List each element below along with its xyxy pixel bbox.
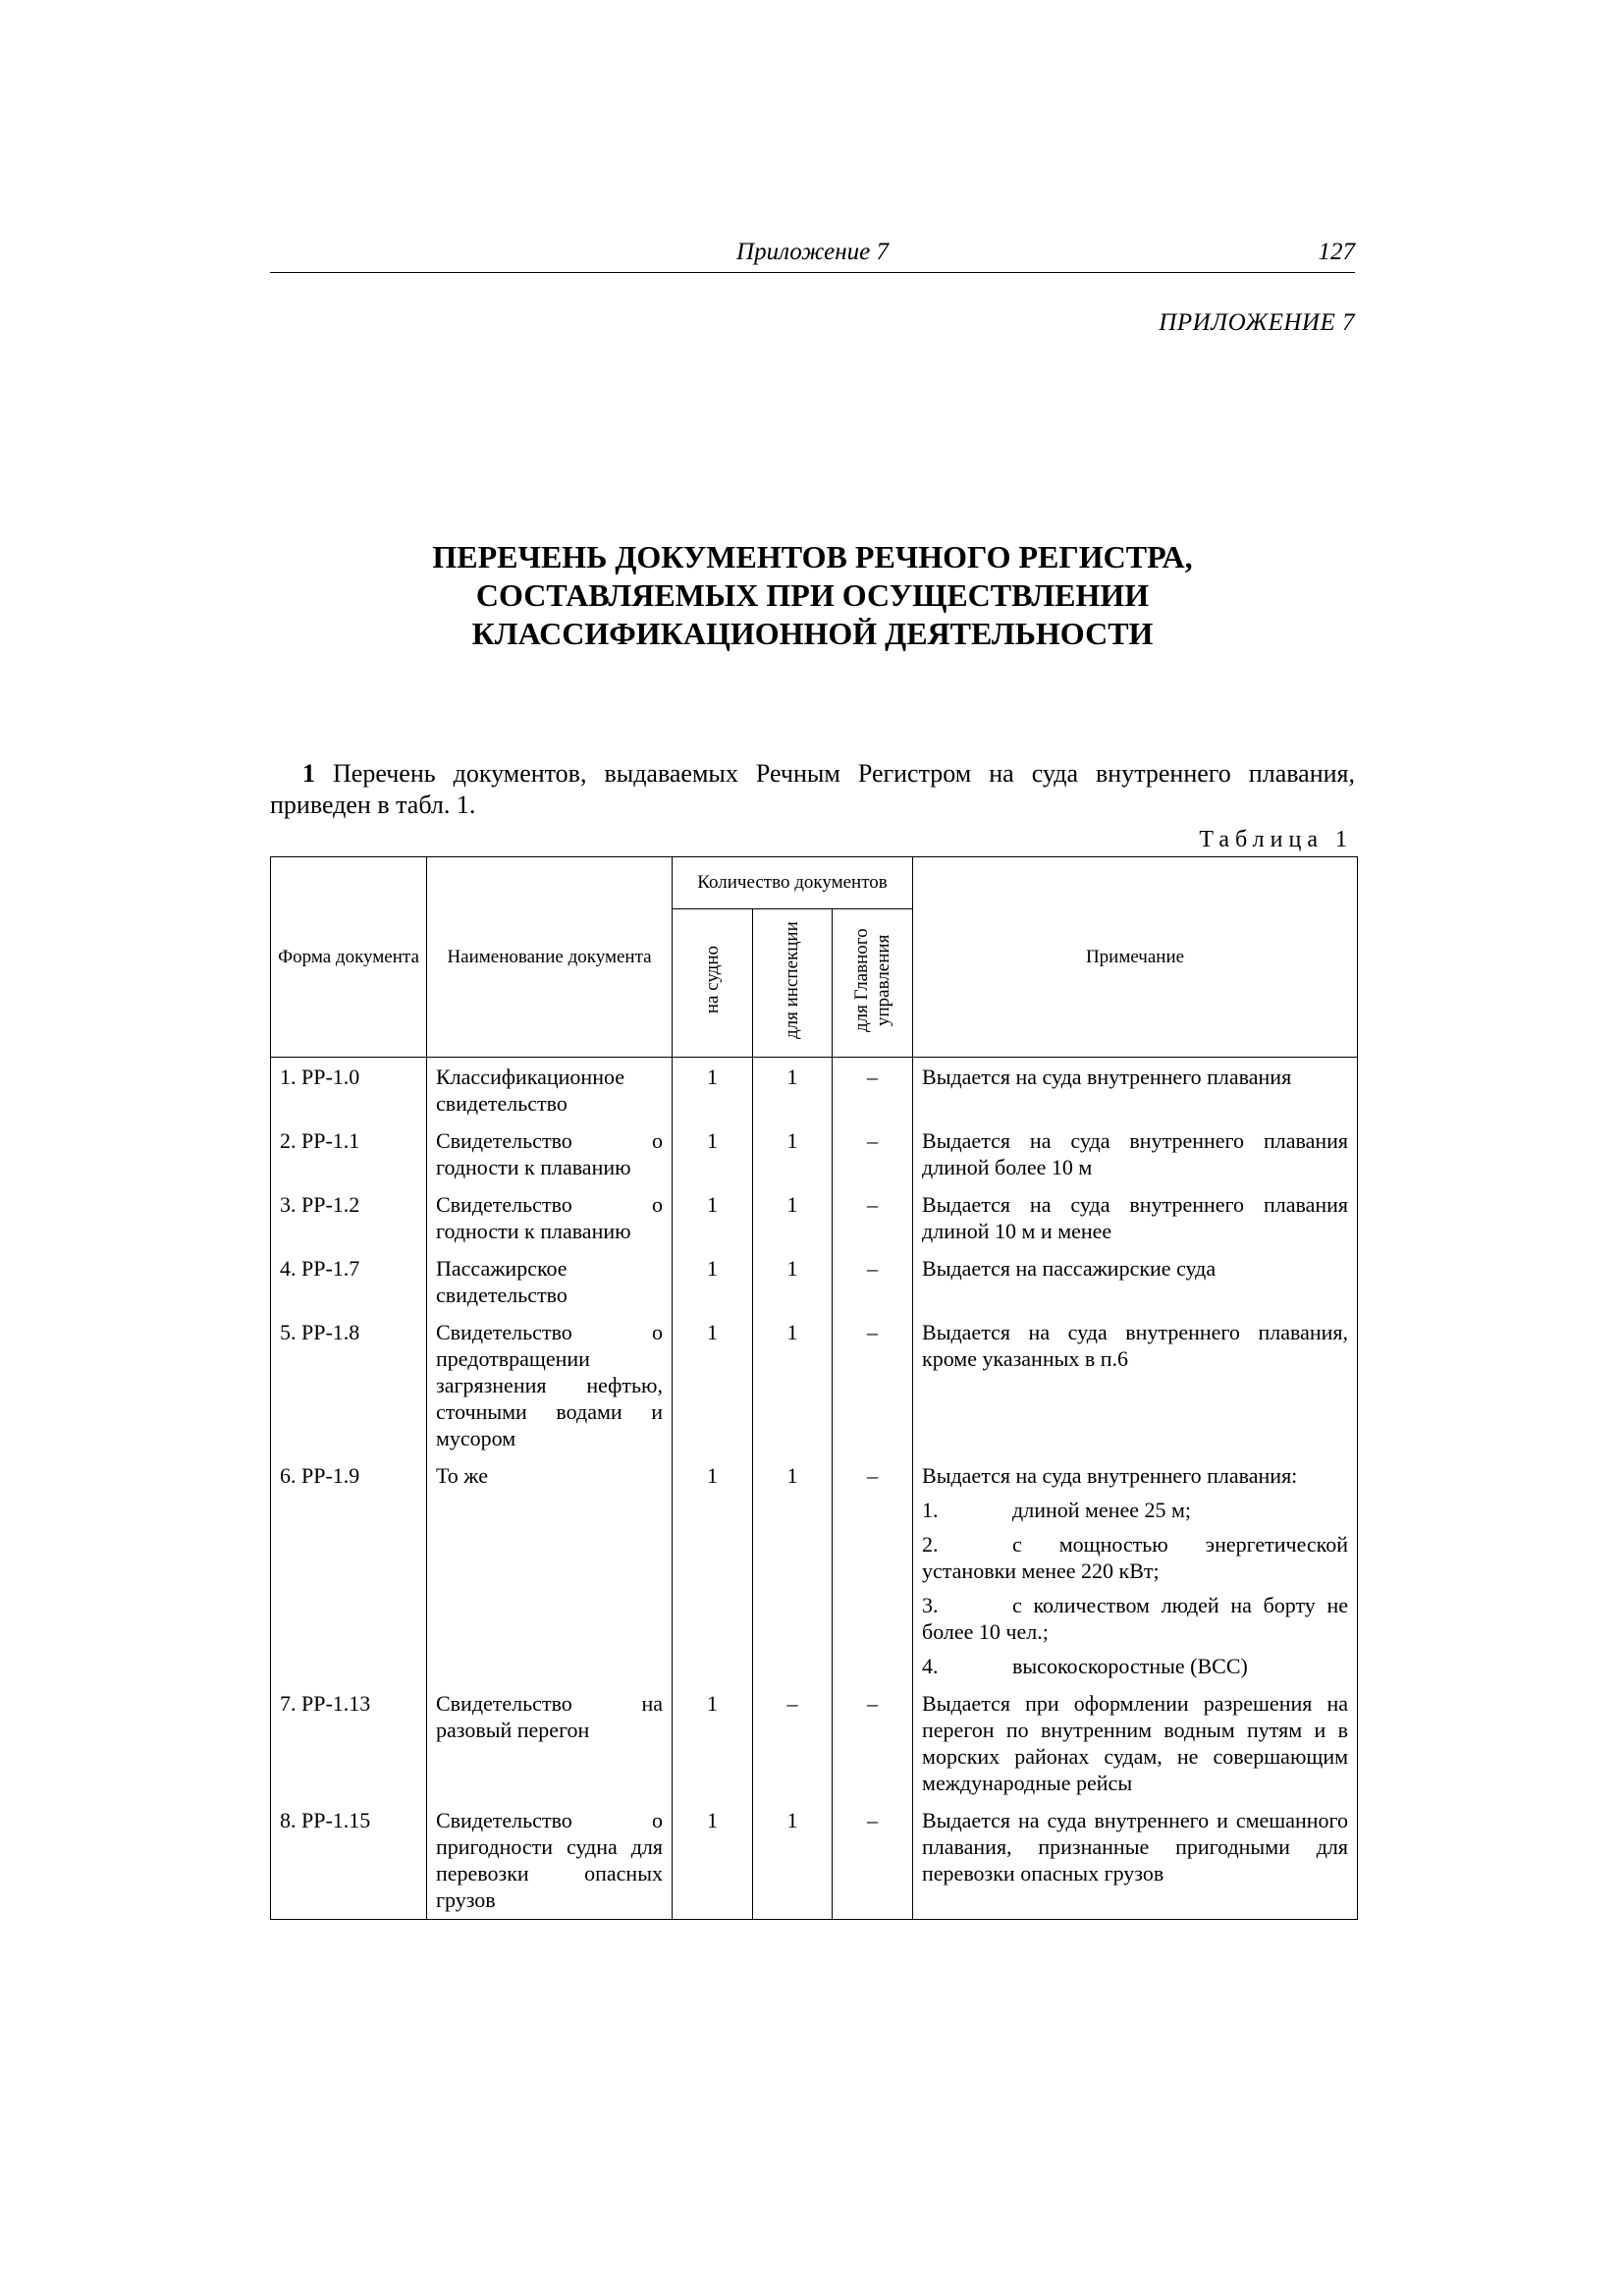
running-header-title: Приложение 7 bbox=[736, 239, 889, 265]
table-row bbox=[271, 1687, 1358, 1804]
subitem-text: длиной менее 25 м; bbox=[1012, 1498, 1192, 1522]
cell-inspection: 1 bbox=[753, 1058, 833, 1125]
cell-inspection: 1 bbox=[753, 1804, 833, 1920]
paragraph-number: 1 bbox=[302, 759, 315, 788]
title-line: КЛАССИФИКАЦИОННОЙ ДЕЯТЕЛЬНОСТИ bbox=[471, 616, 1154, 651]
subitem-text: с количеством людей на борту не более 10 чел.; bbox=[922, 1593, 1349, 1644]
note-subitem bbox=[922, 1592, 1348, 1645]
cell-ship: 1 bbox=[673, 1252, 753, 1316]
title-line: СОСТАВЛЯЕМЫХ ПРИ ОСУЩЕСТВЛЕНИИ bbox=[475, 577, 1150, 613]
subitem-text: высокоскоростные (ВСС) bbox=[1012, 1654, 1248, 1678]
table-row bbox=[271, 1804, 1358, 1920]
cell-main: – bbox=[833, 1459, 913, 1687]
cell-form: 1. РР-1.0 bbox=[271, 1058, 427, 1125]
header-per-main-office-cell bbox=[833, 909, 913, 1058]
cell-note: Выдается на суда внутреннего плавания bbox=[913, 1058, 1358, 1125]
cell-ship: 1 bbox=[673, 1459, 753, 1687]
cell-main: – bbox=[833, 1252, 913, 1316]
intro-text: Перечень документов, выдаваемых Речным Регистром на суда внутреннего плавания, приведен в табл. 1. bbox=[270, 759, 1355, 819]
cell-ship: 1 bbox=[673, 1687, 753, 1804]
cell-inspection: 1 bbox=[753, 1124, 833, 1188]
note-subitem bbox=[922, 1531, 1348, 1584]
document-title bbox=[270, 538, 1355, 653]
table-row bbox=[271, 1459, 1358, 1687]
header-note: Примечание bbox=[913, 857, 1358, 1058]
documents-table bbox=[270, 856, 1358, 1920]
appendix-label: ПРИЛОЖЕНИЕ 7 bbox=[1159, 309, 1355, 336]
cell-inspection: – bbox=[753, 1687, 833, 1804]
cell-name: Свидетельство о пригодности судна для перевозки опасных грузов bbox=[427, 1804, 673, 1920]
running-header bbox=[270, 239, 1355, 273]
table-row bbox=[271, 1124, 1358, 1188]
cell-form: 7. РР-1.13 bbox=[271, 1687, 427, 1804]
cell-note: Выдается на суда внутреннего плавания длиной 10 м и менее bbox=[913, 1188, 1358, 1252]
header-per-ship-cell bbox=[673, 909, 753, 1058]
cell-form: 3. РР-1.2 bbox=[271, 1188, 427, 1252]
header-per-main-office: для Главного управления bbox=[850, 927, 893, 1032]
header-per-inspection-cell bbox=[753, 909, 833, 1058]
cell-ship: 1 bbox=[673, 1124, 753, 1188]
cell-main: – bbox=[833, 1188, 913, 1252]
header-quantity: Количество документов bbox=[673, 857, 913, 909]
cell-form: 8. РР-1.15 bbox=[271, 1804, 427, 1920]
header-name: Наименование документа bbox=[427, 857, 673, 1058]
subitem-number: 3. bbox=[922, 1593, 939, 1617]
cell-ship: 1 bbox=[673, 1058, 753, 1125]
cell-name: Свидетельство о предотвращении загрязнения нефтью, сточными водами и мусором bbox=[427, 1316, 673, 1459]
table-row bbox=[271, 1058, 1358, 1125]
cell-name: Свидетельство на разовый перегон bbox=[427, 1687, 673, 1804]
subitem-text: с мощностью энергетической установки менее 220 кВт; bbox=[922, 1532, 1349, 1583]
page-number: 127 bbox=[1318, 239, 1355, 265]
subitem-number: 1. bbox=[922, 1498, 939, 1522]
subitem-number: 4. bbox=[922, 1654, 939, 1678]
subitem-number: 2. bbox=[922, 1532, 939, 1557]
cell-note: Выдается на суда внутреннего плавания, кроме указанных в п.6 bbox=[913, 1316, 1358, 1459]
cell-form: 6. РР-1.9 bbox=[271, 1459, 427, 1687]
cell-name: Пассажирское свидетельство bbox=[427, 1252, 673, 1316]
cell-inspection: 1 bbox=[753, 1459, 833, 1687]
cell-inspection: 1 bbox=[753, 1252, 833, 1316]
title-line: ПЕРЕЧЕНЬ ДОКУМЕНТОВ РЕЧНОГО РЕГИСТРА, bbox=[432, 539, 1193, 574]
cell-name: Свидетельство о годности к плаванию bbox=[427, 1188, 673, 1252]
cell-main: – bbox=[833, 1687, 913, 1804]
header-form: Форма документа bbox=[271, 857, 427, 1058]
cell-ship: 1 bbox=[673, 1188, 753, 1252]
cell-main: – bbox=[833, 1124, 913, 1188]
cell-form: 5. РР-1.8 bbox=[271, 1316, 427, 1459]
cell-note: Выдается на пассажирские суда bbox=[913, 1252, 1358, 1316]
cell-main: – bbox=[833, 1058, 913, 1125]
cell-note: Выдается на суда внутреннего плавания длиной более 10 м bbox=[913, 1124, 1358, 1188]
note-text: Выдается на суда внутреннего плавания: bbox=[922, 1463, 1298, 1488]
cell-name: То же bbox=[427, 1459, 673, 1687]
cell-inspection: 1 bbox=[753, 1316, 833, 1459]
table-row bbox=[271, 1252, 1358, 1316]
cell-main: – bbox=[833, 1804, 913, 1920]
cell-name: Свидетельство о годности к плаванию bbox=[427, 1124, 673, 1188]
cell-ship: 1 bbox=[673, 1804, 753, 1920]
cell-note bbox=[913, 1459, 1358, 1687]
table-row bbox=[271, 1188, 1358, 1252]
cell-form: 2. РР-1.1 bbox=[271, 1124, 427, 1188]
header-per-ship: на судно bbox=[701, 945, 723, 1014]
cell-name: Классификационное свидетельство bbox=[427, 1058, 673, 1125]
cell-note: Выдается на суда внутреннего и смешанного плавания, признанные пригодными для перевозки опасных грузов bbox=[913, 1804, 1358, 1920]
cell-main: – bbox=[833, 1316, 913, 1459]
cell-ship: 1 bbox=[673, 1316, 753, 1459]
cell-form: 4. РР-1.7 bbox=[271, 1252, 427, 1316]
note-subitem bbox=[922, 1497, 1348, 1523]
table-row bbox=[271, 1316, 1358, 1459]
note-subitem bbox=[922, 1653, 1348, 1679]
cell-note: Выдается при оформлении разрешения на перегон по внутренним водным путям и в морских районах судам, не совершающим международные рейсы bbox=[913, 1687, 1358, 1804]
header-per-inspection: для инспекции bbox=[782, 920, 802, 1039]
intro-paragraph bbox=[270, 758, 1355, 821]
cell-inspection: 1 bbox=[753, 1188, 833, 1252]
table-caption: Таблица 1 bbox=[1199, 827, 1353, 852]
